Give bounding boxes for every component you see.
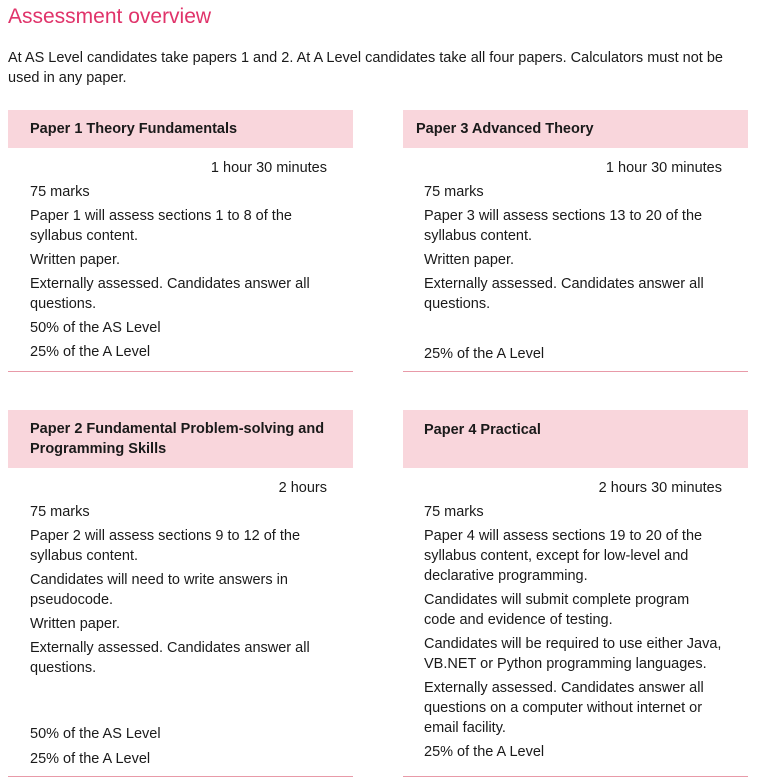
paper-3-a-weight: 25% of the A Level — [424, 346, 545, 362]
paper-2-body — [8, 478, 353, 678]
paper-2-a-weight: 25% of the A Level — [30, 751, 151, 767]
paper-1-title: Paper 1 Theory Fundamentals — [30, 121, 238, 137]
paper-2-card — [8, 410, 353, 778]
paper-4-card — [403, 410, 748, 778]
paper-3-duration: 1 hour 30 minutes — [605, 160, 722, 176]
paper-4-duration: 2 hours 30 minutes — [598, 480, 722, 496]
paper-2-item: Candidates will need to write answers in pseudocode. — [30, 572, 288, 608]
paper-3-header — [403, 110, 748, 148]
paper-3-body — [403, 158, 748, 314]
paper-4-header — [403, 410, 748, 468]
paper-1-item: Paper 1 will assess sections 1 to 8 of the syllabus content. — [30, 208, 292, 244]
paper-1-header — [8, 110, 353, 148]
paper-4-body — [403, 478, 748, 762]
paper-3-divider — [403, 371, 748, 372]
paper-2-header — [8, 410, 353, 468]
intro-text: At AS Level candidates take papers 1 and 2. At A Level candidates take all four papers. Calculators must not be used in any paper. — [8, 50, 723, 86]
paper-3-item: Written paper. — [424, 252, 515, 268]
paper-1-item: Externally assessed. Candidates answer all questions. — [30, 276, 310, 312]
paper-1-body — [8, 158, 353, 362]
paper-1-divider — [8, 371, 353, 372]
paper-1-a-weight: 25% of the A Level — [30, 344, 151, 360]
paper-1-item: Written paper. — [30, 252, 121, 268]
paper-2-item: Written paper. — [30, 616, 121, 632]
paper-1-duration: 1 hour 30 minutes — [210, 160, 327, 176]
paper-3-title: Paper 3 Advanced Theory — [416, 121, 594, 137]
paper-1-card — [8, 110, 353, 372]
paper-3-item: Paper 3 will assess sections 13 to 20 of the syllabus content. — [424, 208, 703, 244]
paper-2-divider — [8, 776, 353, 777]
paper-2-title: Paper 2 Fundamental Problem-solving and Programming Skills — [30, 421, 325, 457]
paper-4-a-weight: 25% of the A Level — [424, 744, 545, 760]
paper-4-item: Candidates will submit complete program code and evidence of testing. — [424, 592, 690, 628]
paper-4-title: Paper 4 Practical — [424, 422, 541, 438]
paper-1-as-weight: 50% of the AS Level — [30, 320, 161, 336]
paper-4-marks: 75 marks — [424, 504, 484, 520]
paper-3-item: Externally assessed. Candidates answer all questions. — [424, 276, 704, 312]
paper-1-marks: 75 marks — [30, 184, 90, 200]
paper-2-duration: 2 hours — [278, 480, 327, 496]
paper-2-item: Paper 2 will assess sections 9 to 12 of the syllabus content. — [30, 528, 301, 564]
paper-3-marks: 75 marks — [424, 184, 484, 200]
paper-4-divider — [403, 776, 748, 777]
paper-2-item: Externally assessed. Candidates answer all questions. — [30, 640, 310, 676]
paper-4-item: Externally assessed. Candidates answer all questions on a computer without internet or email facility. — [424, 680, 704, 736]
page-title: Assessment overview — [8, 5, 212, 28]
paper-2-as-weight: 50% of the AS Level — [30, 726, 161, 742]
paper-2-marks: 75 marks — [30, 504, 90, 520]
paper-4-item: Candidates will be required to use either Java, VB.NET or Python programming languages. — [424, 636, 722, 672]
paper-4-item: Paper 4 will assess sections 19 to 20 of the syllabus content, except for low-level and declarative programming. — [424, 528, 703, 584]
paper-3-card — [403, 110, 748, 372]
